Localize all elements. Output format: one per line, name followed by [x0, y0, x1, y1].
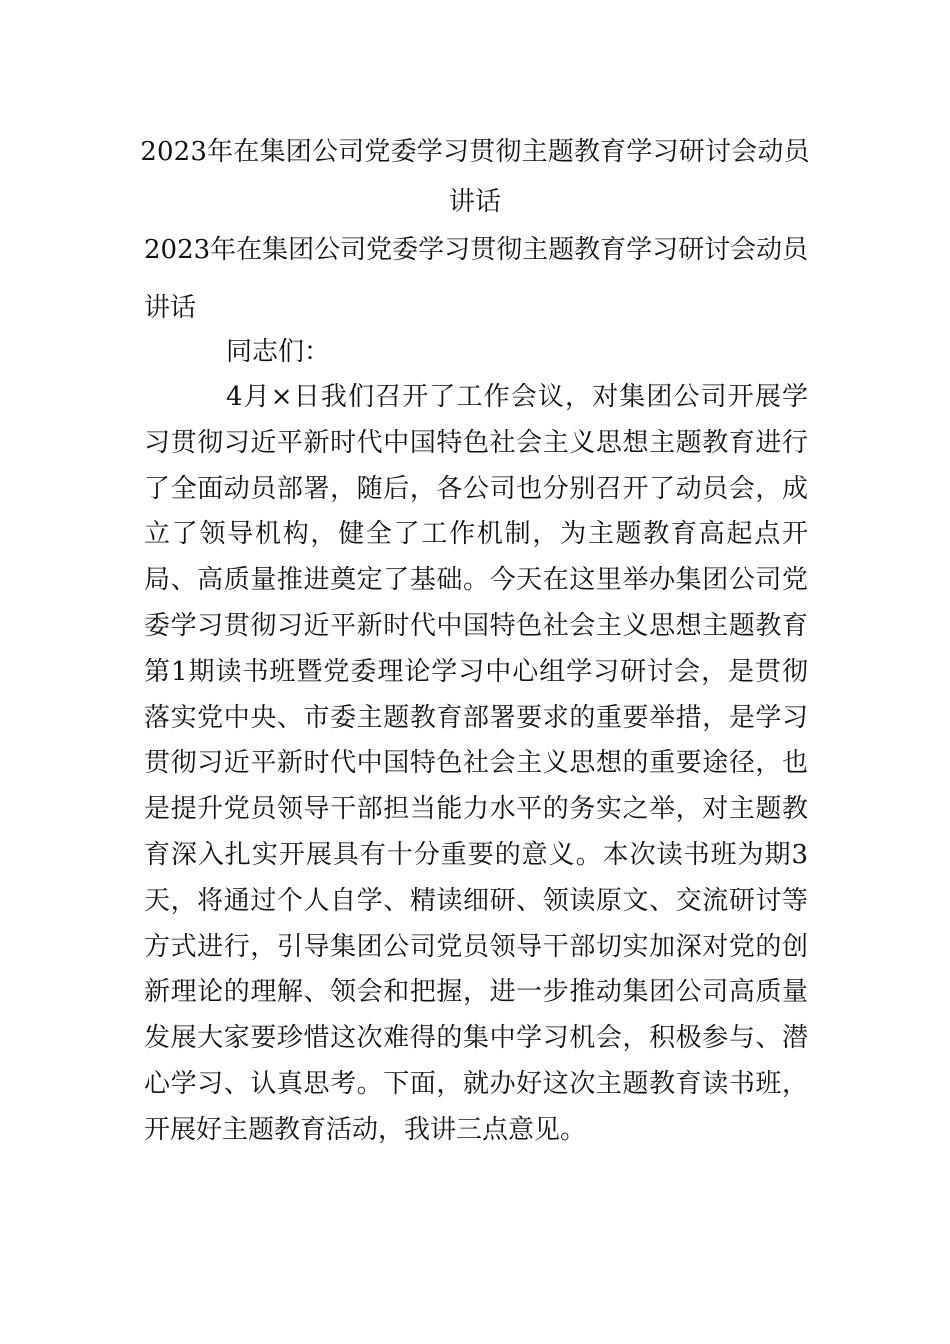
- document-title: 2023年在集团公司党委学习贯彻主题教育学习研讨会动员讲话: [140, 137, 810, 217]
- document-subtitle: 2023年在集团公司党委学习贯彻主题教育学习研讨会动员讲话: [144, 235, 809, 323]
- body-paragraph: 4月×日我们召开了工作会议，对集团公司开展学习贯彻习近平新时代中国特色社会主义思想主题教育进行了全面动员部署，随后，各公司也分别召开了动员会，成立了领导机构，健全了工作机制，为主题教育高起点开局、高质量推进奠定了基础。今天在这里举办集团公司党委学习贯彻习近平新时代中国特色社会主义思想主题教育第1期读书班暨党委理论学习中心组学习研讨会，是贯彻落实党中央、市委主题教育部署要求的重要举措，是学习贯彻习近平新时代中国特色社会主义思想的重要途径，也是提升党员领导干部担当能力水平的务实之举，对主题教育深入扎实开展具有十分重要的意义。本次读书班为期3天，将通过个人自学、精读细研、领读原文、交流研讨等方式进行，引导集团公司党员领导干部切实加深对党的创新理论的理解、领会和把握，进一步推动集团公司高质量发展大家要珍惜这次难得的集中学习机会，积极参与、潜心学习、认真思考。下面，就办好这次主题教育读书班，开展好主题教育活动，我讲三点意见。: [144, 382, 808, 1145]
- salutation: 同志们：: [226, 337, 331, 367]
